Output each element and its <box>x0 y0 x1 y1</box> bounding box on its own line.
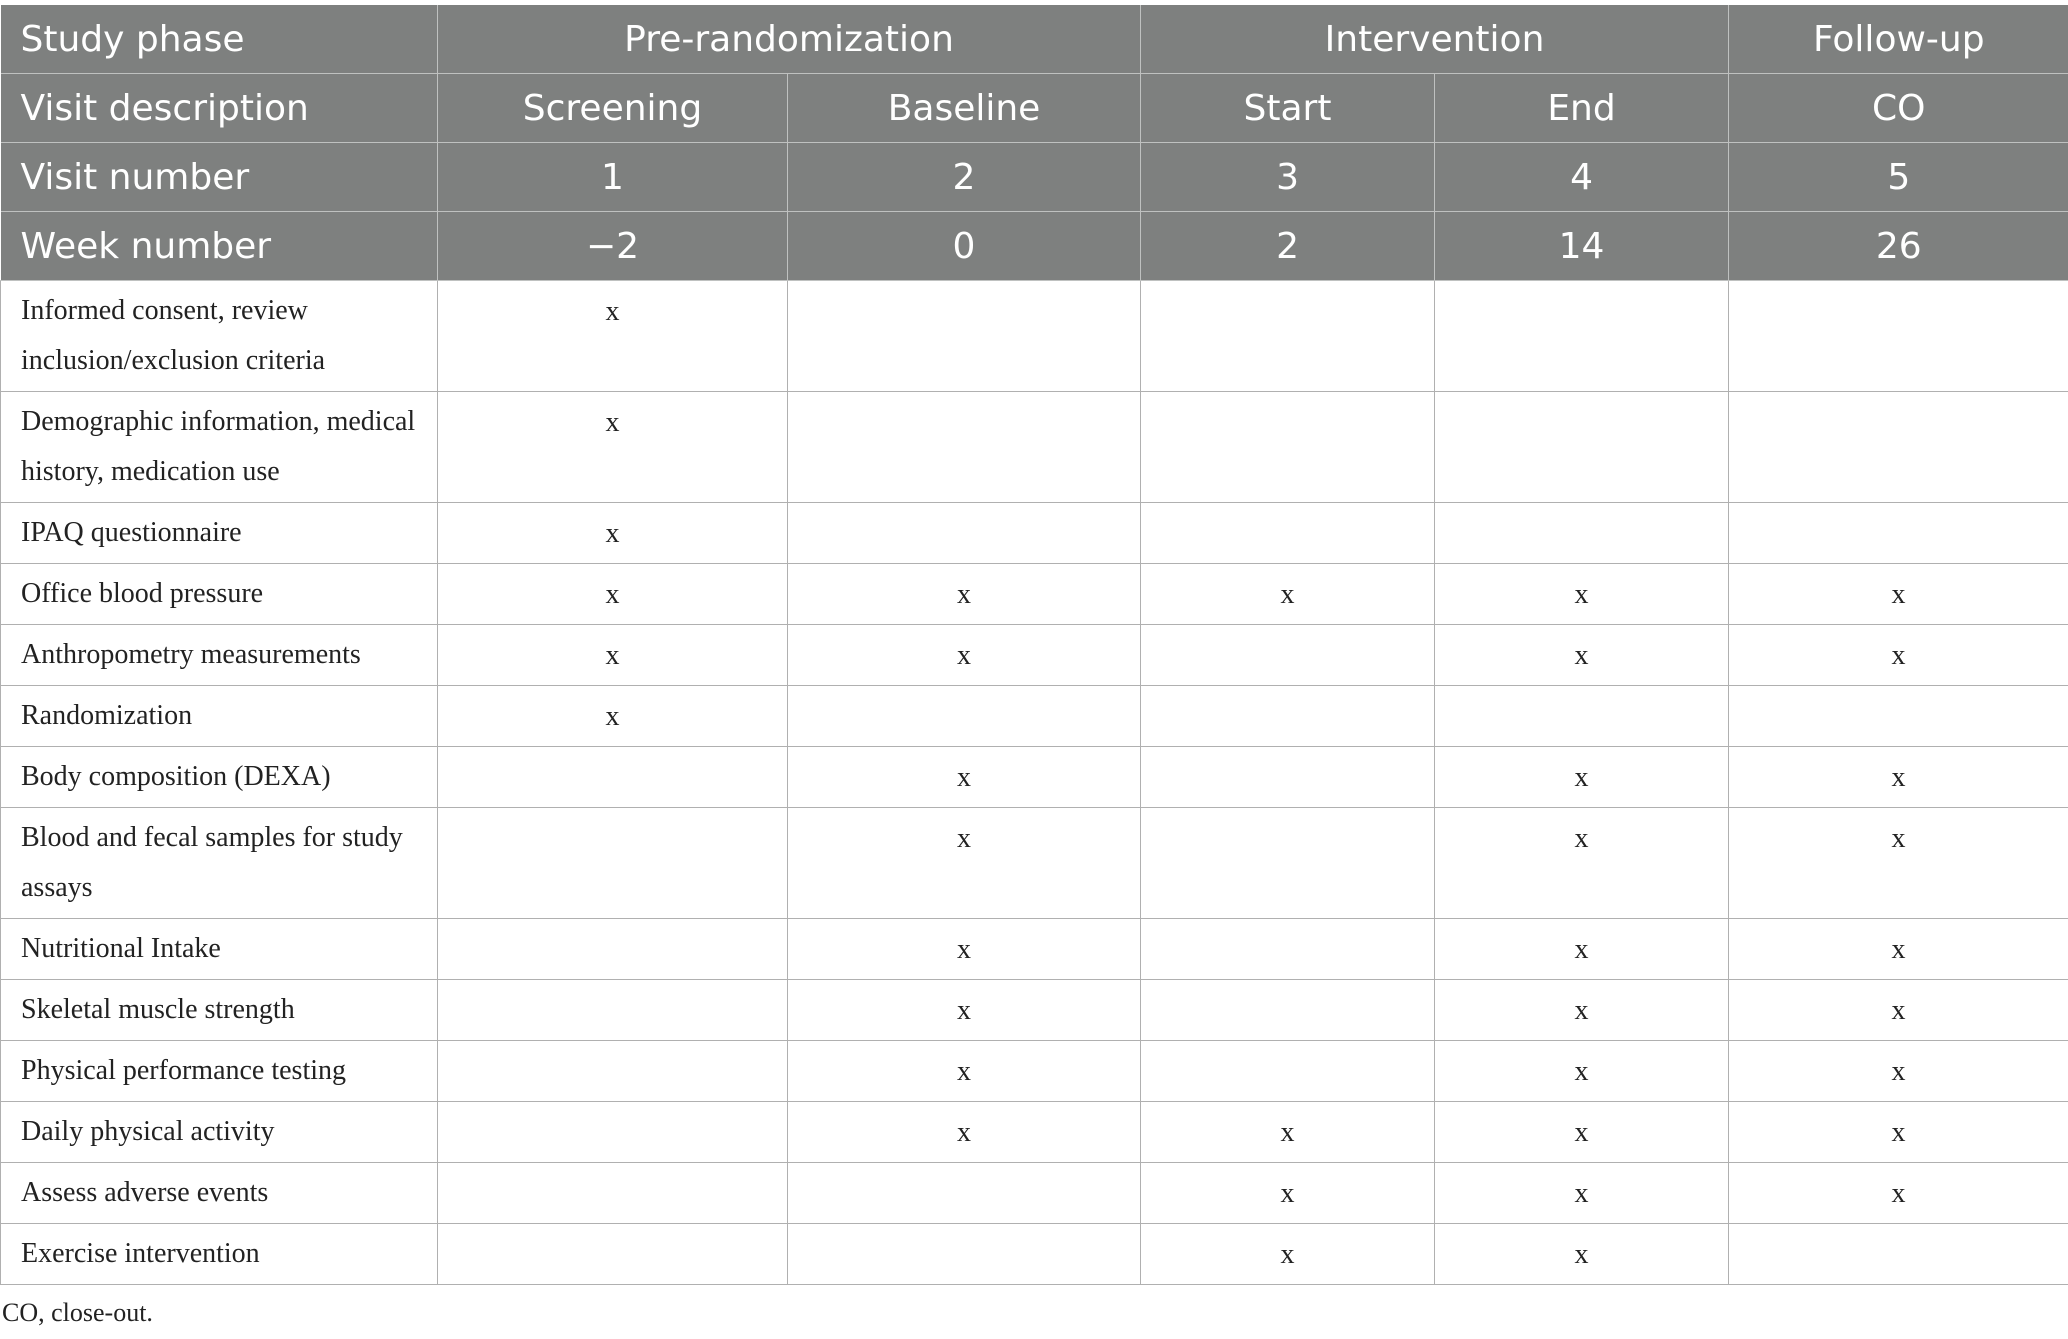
schedule-mark-cell <box>1141 1041 1435 1102</box>
visit-number-cell: 2 <box>788 143 1141 212</box>
week-number-cell: 0 <box>788 212 1141 281</box>
schedule-mark-cell <box>788 686 1141 747</box>
phase-pre-randomization: Pre-randomization <box>438 5 1141 74</box>
schedule-mark-cell <box>1141 747 1435 808</box>
schedule-mark-cell: x <box>1729 625 2068 686</box>
activity-label: Skeletal muscle strength <box>1 980 438 1041</box>
visit-number-label: Visit number <box>1 143 438 212</box>
week-number-cell: −2 <box>438 212 788 281</box>
study-phase-label: Study phase <box>1 5 438 74</box>
schedule-mark-cell <box>1729 686 2068 747</box>
week-number-cell: 2 <box>1141 212 1435 281</box>
schedule-mark-cell: x <box>1141 1163 1435 1224</box>
study-schedule-table <box>0 5 2068 1285</box>
activity-label: Physical performance testing <box>1 1041 438 1102</box>
activity-label: Nutritional Intake <box>1 919 438 980</box>
table-row <box>1 808 2068 919</box>
schedule-mark-cell <box>438 747 788 808</box>
schedule-mark-cell: x <box>438 503 788 564</box>
schedule-mark-cell <box>1141 980 1435 1041</box>
schedule-mark-cell: x <box>1435 625 1729 686</box>
schedule-mark-cell <box>1141 392 1435 503</box>
schedule-mark-cell: x <box>438 392 788 503</box>
visit-description-cell: Baseline <box>788 74 1141 143</box>
schedule-mark-cell: x <box>1729 808 2068 919</box>
schedule-mark-cell <box>788 392 1141 503</box>
schedule-mark-cell <box>788 1163 1141 1224</box>
visit-number-row <box>1 143 2068 212</box>
schedule-mark-cell <box>1435 281 1729 392</box>
schedule-mark-cell <box>1435 503 1729 564</box>
schedule-mark-cell <box>1729 392 2068 503</box>
schedule-mark-cell: x <box>788 919 1141 980</box>
schedule-mark-cell <box>1729 281 2068 392</box>
schedule-mark-cell: x <box>788 625 1141 686</box>
schedule-mark-cell <box>1729 1224 2068 1285</box>
table-row <box>1 503 2068 564</box>
schedule-mark-cell <box>438 1102 788 1163</box>
visit-description-cell: Screening <box>438 74 788 143</box>
week-number-row <box>1 212 2068 281</box>
table-row <box>1 625 2068 686</box>
visit-description-cell: Start <box>1141 74 1435 143</box>
table-footnote: CO, close-out. <box>2 1298 153 1327</box>
table-row <box>1 980 2068 1041</box>
schedule-mark-cell <box>438 808 788 919</box>
visit-description-cell: End <box>1435 74 1729 143</box>
table-row <box>1 686 2068 747</box>
activity-label: Assess adverse events <box>1 1163 438 1224</box>
schedule-mark-cell: x <box>1141 564 1435 625</box>
schedule-mark-cell <box>1141 281 1435 392</box>
visit-description-cell: CO <box>1729 74 2068 143</box>
schedule-mark-cell: x <box>438 281 788 392</box>
schedule-mark-cell: x <box>1729 980 2068 1041</box>
schedule-mark-cell: x <box>1729 1163 2068 1224</box>
visit-number-cell: 4 <box>1435 143 1729 212</box>
schedule-mark-cell: x <box>1141 1224 1435 1285</box>
table-header <box>1 5 2068 281</box>
schedule-mark-cell <box>438 1163 788 1224</box>
schedule-mark-cell: x <box>1729 919 2068 980</box>
visit-number-cell: 3 <box>1141 143 1435 212</box>
schedule-mark-cell: x <box>1435 1102 1729 1163</box>
schedule-mark-cell: x <box>788 808 1141 919</box>
schedule-mark-cell: x <box>1435 747 1729 808</box>
activity-label: Body composition (DEXA) <box>1 747 438 808</box>
table-row <box>1 747 2068 808</box>
schedule-mark-cell: x <box>788 1102 1141 1163</box>
schedule-mark-cell <box>438 919 788 980</box>
activity-label: Anthropometry measurements <box>1 625 438 686</box>
table-row <box>1 1102 2068 1163</box>
activity-label: Blood and fecal samples for study assays <box>1 808 438 919</box>
table-row <box>1 392 2068 503</box>
table-row <box>1 1163 2068 1224</box>
schedule-mark-cell: x <box>1729 1041 2068 1102</box>
schedule-mark-cell: x <box>1435 980 1729 1041</box>
schedule-mark-cell: x <box>1435 1224 1729 1285</box>
phase-follow-up: Follow-up <box>1729 5 2068 74</box>
schedule-mark-cell: x <box>1729 747 2068 808</box>
visit-number-cell: 5 <box>1729 143 2068 212</box>
schedule-mark-cell <box>1141 503 1435 564</box>
week-number-cell: 14 <box>1435 212 1729 281</box>
schedule-mark-cell: x <box>1729 1102 2068 1163</box>
table-row <box>1 281 2068 392</box>
schedule-mark-cell <box>788 281 1141 392</box>
schedule-mark-cell: x <box>788 980 1141 1041</box>
table-row <box>1 564 2068 625</box>
visit-description-row <box>1 74 2068 143</box>
table-row <box>1 1041 2068 1102</box>
week-number-label: Week number <box>1 212 438 281</box>
schedule-mark-cell <box>1141 686 1435 747</box>
schedule-mark-cell: x <box>438 625 788 686</box>
visit-description-label: Visit description <box>1 74 438 143</box>
schedule-mark-cell <box>438 1041 788 1102</box>
schedule-mark-cell <box>1141 808 1435 919</box>
phase-intervention: Intervention <box>1141 5 1729 74</box>
schedule-mark-cell <box>1729 503 2068 564</box>
schedule-mark-cell: x <box>788 1041 1141 1102</box>
table-body <box>1 281 2068 1285</box>
activity-label: Demographic information, medical history, medication use <box>1 392 438 503</box>
schedule-mark-cell <box>1141 919 1435 980</box>
schedule-mark-cell: x <box>1435 919 1729 980</box>
schedule-mark-cell: x <box>1729 564 2068 625</box>
schedule-mark-cell: x <box>438 564 788 625</box>
schedule-mark-cell <box>788 1224 1141 1285</box>
schedule-mark-cell <box>1141 625 1435 686</box>
activity-label: IPAQ questionnaire <box>1 503 438 564</box>
schedule-mark-cell: x <box>1435 1041 1729 1102</box>
schedule-mark-cell <box>438 1224 788 1285</box>
schedule-mark-cell <box>1435 392 1729 503</box>
schedule-mark-cell <box>1435 686 1729 747</box>
schedule-mark-cell: x <box>438 686 788 747</box>
activity-label: Office blood pressure <box>1 564 438 625</box>
schedule-mark-cell <box>788 503 1141 564</box>
schedule-mark-cell: x <box>1435 564 1729 625</box>
schedule-mark-cell: x <box>1435 1163 1729 1224</box>
table-row <box>1 919 2068 980</box>
activity-label: Exercise intervention <box>1 1224 438 1285</box>
activity-label: Randomization <box>1 686 438 747</box>
table-row <box>1 1224 2068 1285</box>
schedule-mark-cell: x <box>1141 1102 1435 1163</box>
schedule-mark-cell: x <box>788 747 1141 808</box>
schedule-mark-cell: x <box>788 564 1141 625</box>
study-phase-row <box>1 5 2068 74</box>
activity-label: Informed consent, review inclusion/exclusion criteria <box>1 281 438 392</box>
week-number-cell: 26 <box>1729 212 2068 281</box>
schedule-mark-cell: x <box>1435 808 1729 919</box>
activity-label: Daily physical activity <box>1 1102 438 1163</box>
schedule-mark-cell <box>438 980 788 1041</box>
visit-number-cell: 1 <box>438 143 788 212</box>
